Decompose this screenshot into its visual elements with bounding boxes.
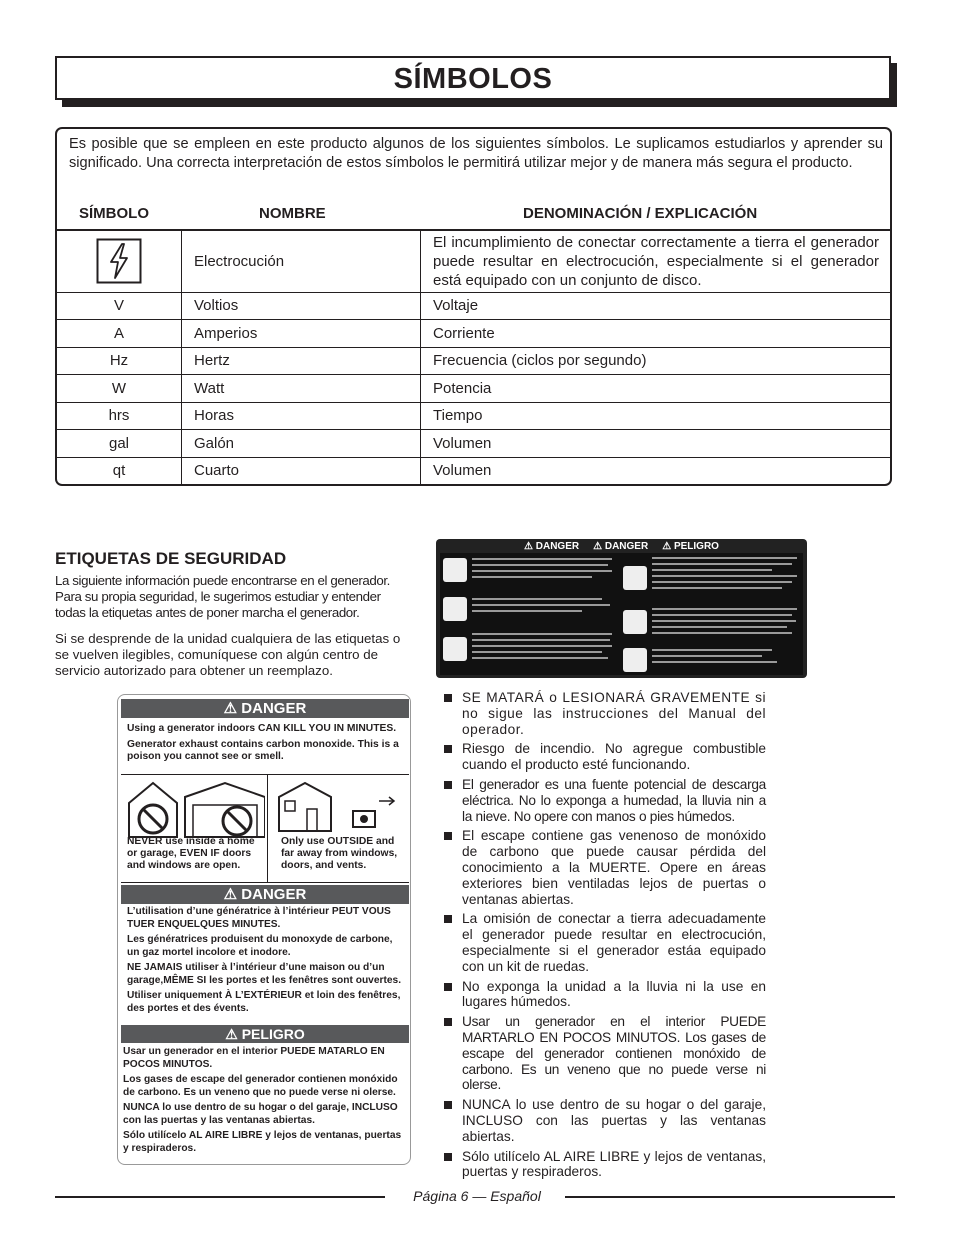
name-cell: Hertz <box>182 347 421 375</box>
label-text-line <box>472 558 612 560</box>
label-text-line <box>652 581 792 583</box>
label-text-line <box>472 645 612 647</box>
label-text-line <box>472 598 602 600</box>
label-photo-body <box>440 553 803 675</box>
only-outside-text: Only use OUTSIDE and far away from windows, doors, and vents. <box>281 836 398 871</box>
table-row <box>57 347 891 375</box>
label-text-line <box>652 649 772 651</box>
table-row <box>57 320 891 348</box>
label-text-line <box>472 576 592 578</box>
safety-bullets <box>440 690 766 1184</box>
label-text-line <box>472 570 612 572</box>
label-text-line <box>652 569 772 571</box>
symbol-cell: hrs <box>57 402 182 430</box>
label-text-line <box>652 661 777 663</box>
danger-header-en: ⚠ DANGER <box>121 699 409 718</box>
never-text: NEVER use inside a home or garage, EVEN IF doors and windows are open. <box>127 836 255 871</box>
no-rain-icon <box>623 648 647 672</box>
list-item: SE MATARÁ o LESIONARÁ GRAVEMENTE si no sigue las instrucciones del Manual del operador. <box>440 690 766 737</box>
table-row <box>57 430 891 458</box>
symbols-intro: Es posible que se empleen en este producto algunos de los siguientes símbolos. Le suplicamos estudiarlos y aprender su significado. Una correcta interpretación de estos símbolos le permitirá utilizar mejor y de manera más segura el producto. <box>69 136 883 171</box>
name-cell: Cuarto <box>182 457 421 484</box>
warning-triangle-icon: ⚠ <box>223 700 238 717</box>
exhaust-icon <box>623 566 647 590</box>
warning-triangle-icon: ⚠ <box>223 886 238 903</box>
name-cell: Amperios <box>182 320 421 348</box>
label-text-line <box>652 655 762 657</box>
label-text-line <box>652 620 796 622</box>
peligro-es-text: Usar un generador en el interior PUEDE MATARLO EN POCOS MINUTOS. Los gases de escape del generador contienen monóxido de carbono. Es un veneno que no puede verse ni olerse. NUNCA lo use dentro de su hogar o del garaje, INCLUSO con las puertas y las ventanas abiertas. Sólo utilícelo AL AIRE LIBRE y lejos de ventanas, puertas y respiraderos. <box>123 1046 402 1154</box>
name-cell: Watt <box>182 375 421 403</box>
electrocution-icon <box>623 610 647 634</box>
list-item: No exponga la unidad a la lluvia ni la use en lugares húmedos. <box>440 979 766 1011</box>
header-explanation: DENOMINACIÓN / EXPLICACIÓN <box>523 205 758 222</box>
name-cell: Horas <box>182 402 421 430</box>
generator-label-photo <box>436 539 807 678</box>
name-cell: Galón <box>182 430 421 458</box>
danger-fr-text: L’utilisation d’une génératrice à l’intérieur PEUT VOUS TUER ENQUELQUES MINUTES. Les génératrices produisent du monoxyde de carbone, un gaz mortel incolore et inodore. NE JAMAIS utiliser à l’intérieur d’une maison ou d’un garage,MÊME SI les portes et les fenêtres sont ouvertes. Utiliser uniquement À L’EXTÉRIEUR et loin des fenêtres, des portes et des évents. <box>127 906 402 1014</box>
safety-labels-para1: La siguiente información puede encontrarse en el generador. Para su propia seguridad, le sugerimos estudiar y entender todas la etiquetas antes de poner marcha el generador. <box>55 573 390 620</box>
table-row <box>57 457 891 484</box>
label-text-line <box>472 651 602 653</box>
label-text-line <box>652 587 782 589</box>
page-footer: Página 6 — Español <box>413 1188 541 1204</box>
explanation-cell: Volumen <box>421 430 892 458</box>
page-title: SÍMBOLOS <box>393 63 553 95</box>
label-text-line <box>652 626 787 628</box>
manual-icon <box>443 558 467 582</box>
table-row <box>57 292 891 320</box>
symbols-table <box>57 229 891 484</box>
table-row <box>57 230 891 292</box>
explanation-cell: Tiempo <box>421 402 892 430</box>
warning-triangle-icon: ⚠ <box>225 1026 238 1042</box>
label-text-line <box>472 639 610 641</box>
safety-labels-para2: Si se desprende de la unidad cualquiera de las etiquetas o se vuelven ilegibles, comuníquese con algún centro de servicio autorizado para obtener un reemplazo. <box>55 631 401 678</box>
danger-en-text: Using a generator indoors CAN KILL YOU IN MINUTES. Generator exhaust contains carbon monoxide. This is a poison you cannot see or smell. <box>127 723 399 762</box>
label-text-line <box>472 657 608 659</box>
safety-labels-title: ETIQUETAS DE SEGURIDAD <box>55 549 287 568</box>
table-row <box>57 402 891 430</box>
symbol-cell: Hz <box>57 347 182 375</box>
label-text-line <box>652 575 797 577</box>
no-indoor-house-icon <box>125 779 265 841</box>
page-title-box <box>55 56 891 100</box>
label-text-line <box>652 614 792 616</box>
label-photo-header <box>440 541 803 553</box>
symbol-cell: W <box>57 375 182 403</box>
list-item: Riesgo de incendio. No agregue combustible cuando el producto esté funcionando. <box>440 741 766 773</box>
header-name: NOMBRE <box>259 205 326 222</box>
list-item: Usar un generador en el interior PUEDE MARTARLO EN POCOS MINUTOS. Los gases de escape del generador contienen monóxido de carbono. Es un veneno que no puede verse ni olerse. <box>440 1014 766 1093</box>
label-text-line <box>652 608 797 610</box>
explanation-cell: Volumen <box>421 457 892 484</box>
label-text-line <box>472 610 582 612</box>
peligro-header: ⚠ PELIGRO <box>121 1025 409 1043</box>
outdoor-generator-icon <box>275 779 405 833</box>
label-text-line <box>472 604 610 606</box>
photo-danger-tag: ⚠ DANGER <box>524 541 580 552</box>
shock-icon <box>443 637 467 661</box>
symbol-cell <box>57 230 182 292</box>
name-cell: Voltios <box>182 292 421 320</box>
never-indoors-panel <box>121 774 268 883</box>
explanation-cell: Frecuencia (ciclos por segundo) <box>421 347 892 375</box>
explanation-cell: Potencia <box>421 375 892 403</box>
list-item: Sólo utilícelo AL AIRE LIBRE y lejos de ventanas, puertas y respiraderos. <box>440 1149 766 1181</box>
danger-header-fr: ⚠ DANGER <box>121 885 409 904</box>
symbol-cell: A <box>57 320 182 348</box>
list-item: NUNCA lo use dentro de su hogar o del garaje, INCLUSO con las puertas y las ventanas abiertas. <box>440 1097 766 1144</box>
label-text-line <box>652 557 797 559</box>
symbol-cell: V <box>57 292 182 320</box>
electrocution-icon <box>96 238 142 284</box>
table-row <box>57 375 891 403</box>
explanation-cell: Corriente <box>421 320 892 348</box>
label-text-line <box>472 564 608 566</box>
outside-only-panel <box>267 774 409 883</box>
label-text-line <box>472 633 612 635</box>
explanation-cell: Voltaje <box>421 292 892 320</box>
name-cell: Electrocución <box>182 230 421 292</box>
symbol-cell: gal <box>57 430 182 458</box>
explanation-cell: El incumplimiento de conectar correctamente a tierra el generador puede resultar en electrocución, especialmente si el generador está equipado con un conjunto de disco. <box>421 230 892 292</box>
label-text-line <box>652 632 792 634</box>
list-item: El escape contiene gas venenoso de monóxido de carbono que puede causar pérdida del conocimiento a la MUERTE. Opere en áreas exteriores bien ventiladas lejos de puertas o ventanas abiertas. <box>440 828 766 907</box>
symbol-cell: qt <box>57 457 182 484</box>
photo-danger-tag: ⚠ DANGER <box>593 541 649 552</box>
symbols-box <box>55 127 892 486</box>
label-text-line <box>652 563 792 565</box>
header-symbol: SÍMBOLO <box>79 205 149 222</box>
fire-icon <box>443 597 467 621</box>
photo-peligro-tag: ⚠ PELIGRO <box>662 541 719 552</box>
list-item: El generador es una fuente potencial de descarga eléctrica. No lo exponga a humedad, la lluvia nin a la nieve. No opere con manos o pies húmedos. <box>440 777 766 824</box>
danger-label <box>117 694 411 1165</box>
list-item: La omisión de conectar a tierra adecuadamente el generador puede resultar en electrocución, especialmente si el generador estáa equipado con un kit de ruedas. <box>440 911 766 974</box>
